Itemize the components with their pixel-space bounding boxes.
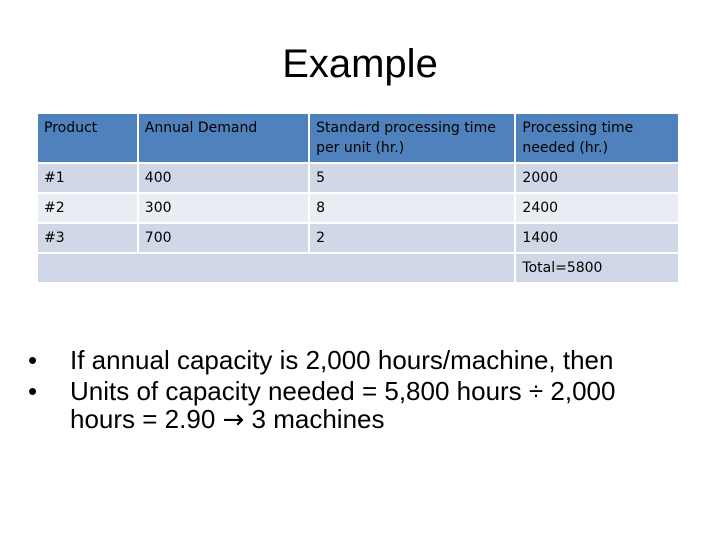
bullet-text: Units of capacity needed = 5,800 hours ÷ 2,000 hours = 2.90	[70, 376, 616, 434]
cell-standard-time: 5	[310, 164, 514, 192]
total-cell: Total=5800	[516, 254, 678, 282]
table-row	[38, 164, 678, 192]
bullet-text: If annual capacity is 2,000 hours/machine, then	[70, 345, 614, 375]
bullet-item	[28, 346, 668, 374]
cell-demand: 400	[139, 164, 308, 192]
cell-standard-time: 2	[310, 224, 514, 252]
table-header-row	[38, 114, 678, 162]
header-product: Product	[38, 114, 137, 162]
total-row-blank	[38, 254, 514, 282]
bullet-item	[28, 377, 668, 434]
bullet-dot-icon: •	[28, 376, 38, 406]
cell-demand: 700	[139, 224, 308, 252]
cell-product: #3	[38, 224, 137, 252]
bullet-text-result: 3 machines	[251, 404, 385, 434]
right-arrow-icon: →	[222, 405, 245, 435]
slide-title: Example	[282, 42, 438, 86]
cell-product: #1	[38, 164, 137, 192]
cell-demand: 300	[139, 194, 308, 222]
table-row	[38, 194, 678, 222]
cell-product: #2	[38, 194, 137, 222]
cell-time-needed: 1400	[516, 224, 678, 252]
cell-standard-time: 8	[310, 194, 514, 222]
table-total-row	[38, 254, 678, 282]
bullet-list	[28, 346, 668, 437]
cell-time-needed: 2400	[516, 194, 678, 222]
bullet-dot-icon: •	[28, 345, 38, 375]
header-standard-time: Standard processing time per unit (hr.)	[310, 114, 514, 162]
header-time-needed: Processing time needed (hr.)	[516, 114, 678, 162]
cell-time-needed: 2000	[516, 164, 678, 192]
table-row	[38, 224, 678, 252]
processing-table	[36, 112, 680, 284]
header-annual-demand: Annual Demand	[139, 114, 308, 162]
